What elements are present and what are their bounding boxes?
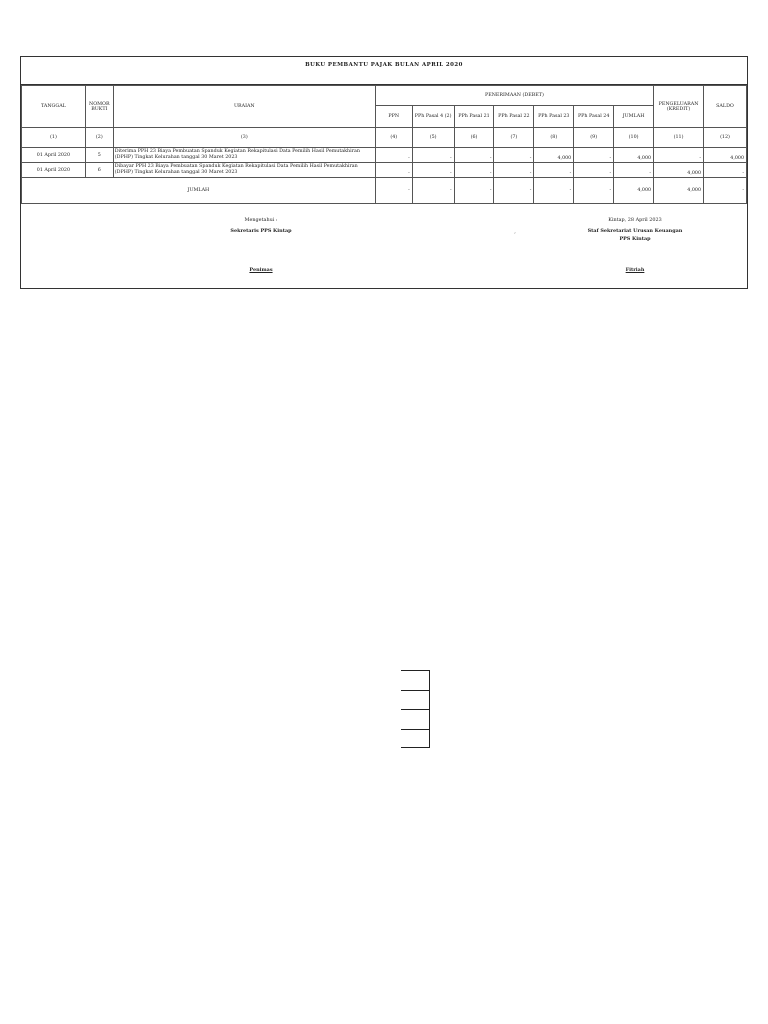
right-signer-name: Fitriah bbox=[625, 267, 645, 273]
right-caption: Kintap, 28 April 2023 bbox=[608, 217, 662, 223]
right-role-line-1: Staf Sekretariat Urusan Keuangan bbox=[587, 228, 683, 234]
column-number: (11) bbox=[654, 128, 704, 148]
row-jumlah: 4,000 bbox=[614, 148, 654, 163]
header-penerimaan: PENERIMAAN (DEBET) bbox=[375, 86, 653, 106]
row-bukti: 6 bbox=[85, 163, 113, 178]
border-segment bbox=[401, 690, 429, 710]
total-ppn: - bbox=[375, 178, 412, 204]
row-bukti: 5 bbox=[85, 148, 113, 163]
row-pph22: - bbox=[494, 163, 534, 178]
row-saldo: - bbox=[704, 163, 747, 178]
total-pph4: - bbox=[412, 178, 454, 204]
column-number: (10) bbox=[614, 128, 654, 148]
row-uraian: Diterima PPH 23 Biaya Pembuatan Spanduk Kegiatan Rekapitulasi Data Pemilih Hasil Pemutakhiran (DPHP) Tingkat Kelurahan tanggal 30 Maret 2023 bbox=[113, 148, 375, 163]
left-caption: Mengetahui : bbox=[244, 217, 278, 223]
row-tanggal: 01 April 2020 bbox=[22, 163, 86, 178]
border-segment bbox=[401, 670, 429, 690]
ledger-table bbox=[21, 85, 747, 204]
header-pph-21: PPh Pasal 21 bbox=[454, 106, 494, 128]
row-kredit: 4,000 bbox=[654, 163, 704, 178]
header-nomor-bukti: NOMOR BUKTI bbox=[85, 86, 113, 128]
row-pph23: 4,000 bbox=[534, 148, 574, 163]
column-number: (12) bbox=[704, 128, 747, 148]
row-pph21: - bbox=[454, 148, 494, 163]
header-uraian: URAIAN bbox=[113, 86, 375, 128]
column-number-row bbox=[22, 128, 747, 148]
total-pph24: - bbox=[574, 178, 614, 204]
header-pph-22: PPh Pasal 22 bbox=[494, 106, 534, 128]
header-jumlah: JUMLAH bbox=[614, 106, 654, 128]
row-pph4: - bbox=[412, 148, 454, 163]
row-pph23: - bbox=[534, 163, 574, 178]
column-number: (6) bbox=[454, 128, 494, 148]
total-jumlah: 4,000 bbox=[614, 178, 654, 204]
row-kredit: - bbox=[654, 148, 704, 163]
row-pph21: - bbox=[454, 163, 494, 178]
total-kredit: 4,000 bbox=[654, 178, 704, 204]
border-segment bbox=[401, 709, 429, 729]
column-number: (3) bbox=[113, 128, 375, 148]
header-tanggal: TANGGAL bbox=[22, 86, 86, 128]
total-row bbox=[22, 178, 747, 204]
row-ppn: - bbox=[375, 148, 412, 163]
total-pph22: - bbox=[494, 178, 534, 204]
document-title: BUKU PEMBANTU PAJAK BULAN APRIL 2020 bbox=[21, 57, 747, 85]
middle-mark: , bbox=[514, 229, 516, 235]
column-number: (1) bbox=[22, 128, 86, 148]
stray-border-lines bbox=[401, 670, 430, 748]
header-pengeluaran: PENGELUARAN (KREDIT) bbox=[654, 86, 704, 128]
row-uraian: Dibayar PPH 23 Biaya Pembuatan Spanduk Kegiatan Rekapitulasi Data Pemilih Hasil Pemutakhiran (DPHP) Tingkat Kelurahan tanggal 30 Maret 2023 bbox=[113, 163, 375, 178]
total-label: JUMLAH bbox=[22, 178, 376, 204]
column-number: (7) bbox=[494, 128, 534, 148]
left-signer-name: Penimas bbox=[249, 267, 273, 273]
table-row bbox=[22, 163, 747, 178]
column-number: (2) bbox=[85, 128, 113, 148]
row-jumlah: - bbox=[614, 163, 654, 178]
row-tanggal: 01 April 2020 bbox=[22, 148, 86, 163]
column-number: (4) bbox=[375, 128, 412, 148]
header-pph-24: PPh Pasal 24 bbox=[574, 106, 614, 128]
header-saldo: SALDO bbox=[704, 86, 747, 128]
total-pph23: - bbox=[534, 178, 574, 204]
row-pph22: - bbox=[494, 148, 534, 163]
row-saldo: 4,000 bbox=[704, 148, 747, 163]
column-number: (5) bbox=[412, 128, 454, 148]
column-number: (9) bbox=[574, 128, 614, 148]
ledger-sheet bbox=[20, 56, 748, 289]
total-saldo: - bbox=[704, 178, 747, 204]
row-pph24: - bbox=[574, 163, 614, 178]
header-ppn: PPN bbox=[375, 106, 412, 128]
row-pph4: - bbox=[412, 163, 454, 178]
row-pph24: - bbox=[574, 148, 614, 163]
column-number: (8) bbox=[534, 128, 574, 148]
row-ppn: - bbox=[375, 163, 412, 178]
table-row bbox=[22, 148, 747, 163]
header-pph-4-2: PPh Pasal 4 (2) bbox=[412, 106, 454, 128]
total-pph21: - bbox=[454, 178, 494, 204]
left-role: Sekretaris PPS Kintap bbox=[230, 228, 292, 234]
right-role-line-2: PPS Kintap bbox=[619, 236, 651, 242]
header-pph-23: PPh Pasal 23 bbox=[534, 106, 574, 128]
border-segment bbox=[401, 729, 429, 749]
